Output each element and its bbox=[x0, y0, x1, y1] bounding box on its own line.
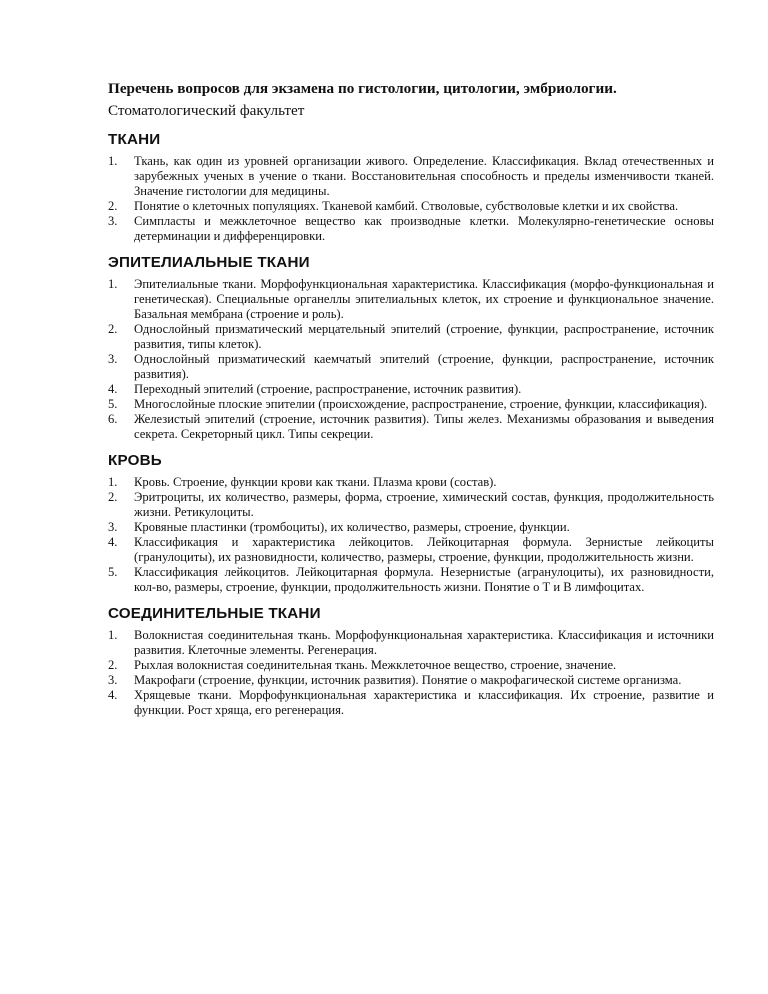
list-item bbox=[108, 214, 714, 244]
item-number: 1. bbox=[108, 628, 118, 642]
list-item bbox=[108, 154, 714, 199]
item-number: 1. bbox=[108, 475, 118, 489]
item-text: Ткань, как один из уровней организации живого. Определение. Классификация. Вклад отечественных и зарубежных ученых в учение о ткани. Восстановительная способность и пределы изменчивости тканей. Значение гистологии для медицины. bbox=[134, 154, 714, 198]
item-text: Понятие о клеточных популяциях. Тканевой камбий. Стволовые, субстволовые клетки и их свойства. bbox=[134, 199, 679, 213]
document-title: Перечень вопросов для экзамена по гистологии, цитологии, эмбриологии. bbox=[108, 80, 617, 97]
list-item bbox=[108, 352, 714, 382]
list-item bbox=[108, 673, 714, 688]
item-text: Многослойные плоские эпителии (происхождение, распространение, строение, функции, классификация). bbox=[134, 397, 708, 411]
list-item bbox=[108, 658, 714, 673]
item-number: 4. bbox=[108, 688, 118, 702]
item-number: 5. bbox=[108, 397, 118, 411]
section-epithelial-tissues bbox=[108, 254, 714, 442]
item-number: 3. bbox=[108, 352, 118, 366]
section-connective-tissues bbox=[108, 605, 714, 718]
item-text: Железистый эпителий (строение, источник развития). Типы желез. Механизмы образования и выведения секрета. Секреторный цикл. Типы секреции. bbox=[134, 412, 714, 441]
section-tissues bbox=[108, 131, 714, 244]
list-item bbox=[108, 520, 714, 535]
question-list bbox=[108, 154, 714, 244]
item-number: 2. bbox=[108, 199, 118, 213]
item-text: Кровяные пластинки (тромбоциты), их количество, размеры, строение, функции. bbox=[134, 520, 570, 534]
item-text: Однослойный призматический мерцательный эпителий (строение, функции, распространение, источник развития, типы клеток). bbox=[134, 322, 714, 351]
section-heading: ТКАНИ bbox=[108, 131, 161, 148]
item-text: Макрофаги (строение, функции, источник развития). Понятие о макрофагической системе организма. bbox=[134, 673, 682, 687]
item-text: Однослойный призматический каемчатый эпителий (строение, функции, распространение, источник развития). bbox=[134, 352, 714, 381]
item-text: Хрящевые ткани. Морфофункциональная характеристика и классификация. Их строение, развитие и функции. Рост хряща, его регенерация. bbox=[134, 688, 714, 717]
item-number: 1. bbox=[108, 277, 118, 291]
question-list bbox=[108, 628, 714, 718]
document-page bbox=[108, 80, 714, 718]
item-number: 2. bbox=[108, 490, 118, 504]
list-item bbox=[108, 565, 714, 595]
item-number: 3. bbox=[108, 673, 118, 687]
document-subtitle: Стоматологический факультет bbox=[108, 102, 305, 119]
section-heading: КРОВЬ bbox=[108, 452, 162, 469]
item-number: 2. bbox=[108, 658, 118, 672]
item-text: Симпласты и межклеточное вещество как производные клетки. Молекулярно-генетические основы детерминации и дифференцировки. bbox=[134, 214, 714, 243]
item-text: Эритроциты, их количество, размеры, форма, строение, химический состав, функция, продолжительность жизни. Ретикулоциты. bbox=[134, 490, 714, 519]
list-item bbox=[108, 628, 714, 658]
item-number: 3. bbox=[108, 214, 118, 228]
item-text: Эпителиальные ткани. Морфофункциональная характеристика. Классификация (морфо-функциональная и генетическая). Специальные органеллы эпителиальных клеток, их строение и функциональное значение. Базальная мембрана (строение и роль). bbox=[134, 277, 714, 321]
item-text: Волокнистая соединительная ткань. Морфофункциональная характеристика. Классификация и источники развития. Клеточные элементы. Регенерация. bbox=[134, 628, 714, 657]
item-text: Классификация и характеристика лейкоцитов. Лейкоцитарная формула. Зернистые лейкоциты (гранулоциты), их разновидности, количество, размеры, строение, функции, продолжительность жизни. bbox=[134, 535, 714, 564]
question-list bbox=[108, 475, 714, 595]
item-text: Классификация лейкоцитов. Лейкоцитарная формула. Незернистые (агранулоциты), их разновидности, кол-во, размеры, строение, функции, продолжительность жизни. Понятие о Т и В лимфоцитах. bbox=[134, 565, 714, 594]
section-heading: СОЕДИНИТЕЛЬНЫЕ ТКАНИ bbox=[108, 605, 321, 622]
list-item bbox=[108, 475, 714, 490]
list-item bbox=[108, 277, 714, 322]
item-text: Кровь. Строение, функции крови как ткани. Плазма крови (состав). bbox=[134, 475, 497, 489]
list-item bbox=[108, 397, 714, 412]
question-list bbox=[108, 277, 714, 442]
list-item bbox=[108, 535, 714, 565]
item-number: 4. bbox=[108, 382, 118, 396]
item-number: 2. bbox=[108, 322, 118, 336]
section-blood bbox=[108, 452, 714, 595]
list-item bbox=[108, 412, 714, 442]
list-item bbox=[108, 382, 714, 397]
list-item bbox=[108, 490, 714, 520]
item-number: 5. bbox=[108, 565, 118, 579]
list-item bbox=[108, 199, 714, 214]
item-number: 1. bbox=[108, 154, 118, 168]
item-number: 4. bbox=[108, 535, 118, 549]
item-text: Переходный эпителий (строение, распространение, источник развития). bbox=[134, 382, 522, 396]
section-heading: ЭПИТЕЛИАЛЬНЫЕ ТКАНИ bbox=[108, 254, 310, 271]
list-item bbox=[108, 688, 714, 718]
item-number: 6. bbox=[108, 412, 118, 426]
item-text: Рыхлая волокнистая соединительная ткань. Межклеточное вещество, строение, значение. bbox=[134, 658, 617, 672]
item-number: 3. bbox=[108, 520, 118, 534]
list-item bbox=[108, 322, 714, 352]
